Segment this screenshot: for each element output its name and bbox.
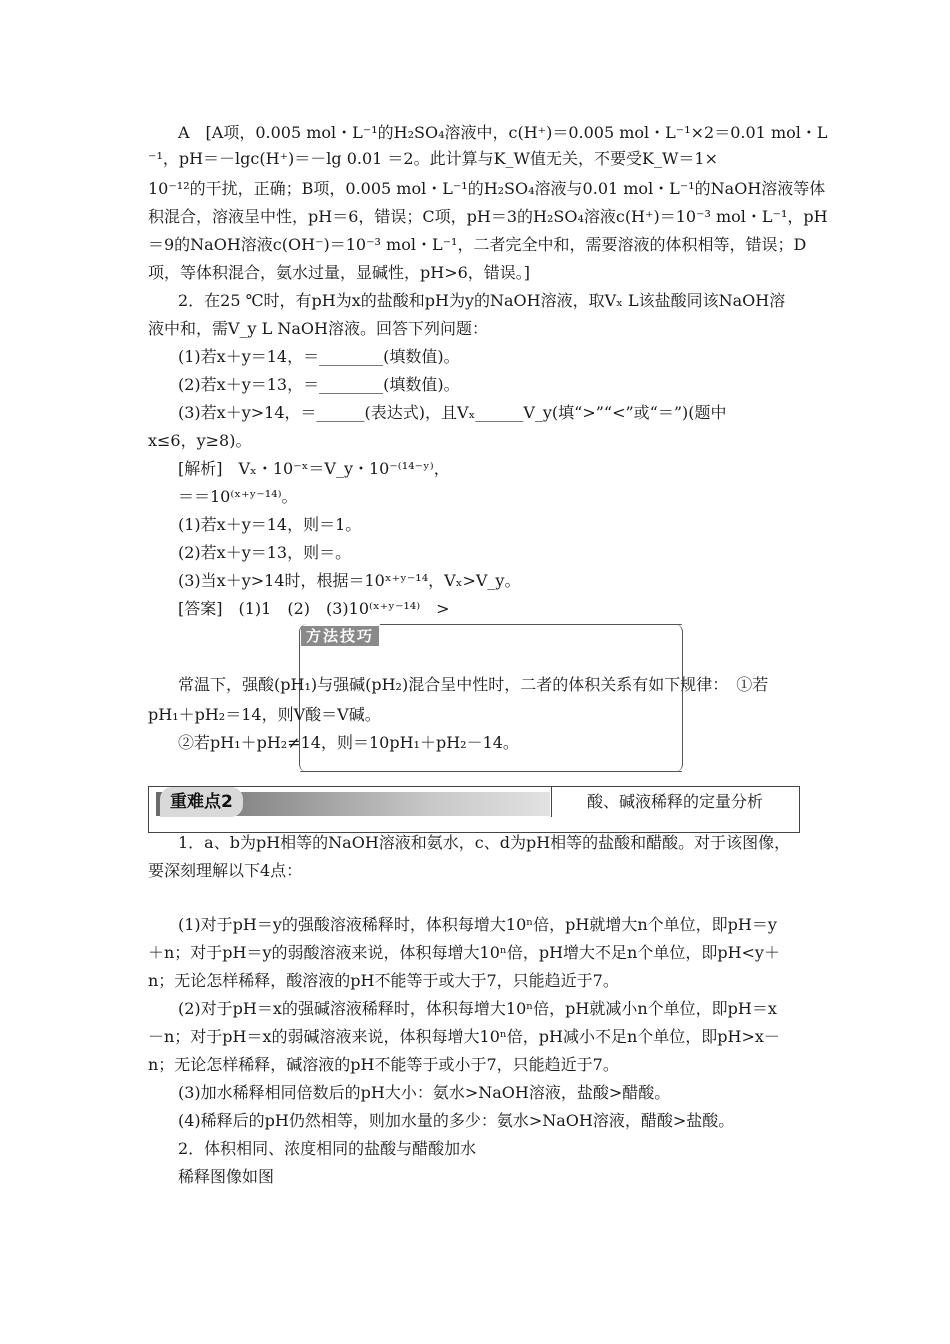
analysis-line: (1)若x＋y＝14，则＝1。	[178, 515, 362, 534]
question-part: (2)若x＋y＝13，＝________(填数值)。	[178, 375, 460, 394]
answer-line: [答案] (1)1 (2) (3)10⁽ˣ⁺ʸ⁻¹⁴⁾ >	[178, 599, 450, 618]
question-part: (3)若x＋y>14，＝______(表达式)，且Vₓ______V_y(填“>”“<”或“＝”)(题中	[178, 403, 727, 422]
method-text-line: ②若pH₁＋pH₂≠14，则＝10pH₁＋pH₂－14。	[178, 733, 519, 752]
method-tip-label: 方法技巧	[301, 626, 379, 646]
question-line: 液中和，需V_y L NaOH溶液。回答下列问题：	[148, 319, 489, 338]
text-line: (4)稀释后的pH仍然相等，则加水量的多少：氨水>NaOH溶液，醋酸>盐酸。	[178, 1111, 735, 1130]
text-line: 稀释图像如图	[178, 1167, 275, 1186]
analysis-line: (2)若x＋y＝13，则＝。	[178, 543, 352, 562]
text-line: 项，等体积混合，氨水过量，显碱性，pH>6，错误。]	[148, 263, 531, 282]
text-line: 要深刻理解以下4点：	[148, 861, 303, 880]
method-text-line: 常温下，强酸(pH₁)与强碱(pH₂)混合呈中性时，二者的体积关系有如下规律： ①若	[178, 675, 769, 694]
section-title: 酸、碱液稀释的定量分析	[586, 792, 763, 811]
text-line: 2．体积相同、浓度相同的盐酸与醋酸加水	[178, 1139, 477, 1158]
text-line: (1)对于pH＝y的强酸溶液稀释时，体积每增大10ⁿ倍，pH就增大n个单位，即pH＝y	[178, 915, 777, 934]
text-line: (3)加水稀释相同倍数后的pH大小：氨水>NaOH溶液，盐酸>醋酸。	[178, 1083, 671, 1102]
text-line: n；无论怎样稀释，碱溶液的pH不能等于或小于7，只能趋近于7。	[148, 1055, 619, 1074]
text-line: 1．a、b为pH相等的NaOH溶液和氨水，c、d为pH相等的盐酸和醋酸。对于该图像，	[178, 833, 791, 852]
text-line: 积混合，溶液呈中性，pH＝6，错误；C项，pH＝3的H₂SO₄溶液c(H⁺)＝10⁻³ mol・L⁻¹，pH	[148, 207, 828, 226]
text-line: ⁻¹，pH＝－lgc(H⁺)＝－lg 0.01 ＝2。此计算与K_W值无关，不要受K_W＝1×	[148, 149, 718, 168]
analysis-line: (3)当x＋y>14时，根据＝10ˣ⁺ʸ⁻¹⁴，Vₓ>V_y。	[178, 571, 521, 590]
text-line: ＋n；对于pH＝y的弱酸溶液来说，体积每增大10ⁿ倍，pH增大不足n个单位，即pH<y＋	[148, 943, 780, 962]
analysis-line: ＝＝10⁽ˣ⁺ʸ⁻¹⁴⁾。	[178, 487, 298, 506]
question-part: x≤6，y≥8)。	[148, 431, 252, 450]
text-line: n；无论怎样稀释，酸溶液的pH不能等于或大于7，只能趋近于7。	[148, 971, 619, 990]
text-line: A [A项，0.005 mol・L⁻¹的H₂SO₄溶液中，c(H⁺)＝0.005 mol・L⁻¹×2＝0.01 mol・L	[178, 123, 828, 142]
analysis-line: [解析] Vₓ・10⁻ˣ＝V_y・10⁻⁽¹⁴⁻ʸ⁾，	[178, 459, 450, 478]
question-line: 2．在25 ℃时，有pH为x的盐酸和pH为y的NaOH溶液，取Vₓ L该盐酸同该NaOH溶	[178, 291, 786, 310]
text-line: －n；对于pH＝x的弱碱溶液来说，体积每增大10ⁿ倍，pH减小不足n个单位，即pH>x－	[148, 1027, 780, 1046]
text-line: 10⁻¹²的干扰，正确；B项，0.005 mol・L⁻¹的H₂SO₄溶液与0.01 mol・L⁻¹的NaOH溶液等体	[148, 179, 826, 198]
method-text-line: pH₁＋pH₂＝14，则V酸＝V碱。	[148, 705, 381, 724]
question-part: (1)若x＋y＝14，＝________(填数值)。	[178, 347, 460, 366]
text-line: ＝9的NaOH溶液c(OH⁻)＝10⁻³ mol・L⁻¹，二者完全中和，需要溶液的体积相等，错误；D	[148, 235, 807, 254]
section-label: 重难点2	[160, 787, 243, 817]
text-line: (2)对于pH＝x的强碱溶液稀释时，体积每增大10ⁿ倍，pH就减小n个单位，即pH＝x	[178, 999, 777, 1018]
